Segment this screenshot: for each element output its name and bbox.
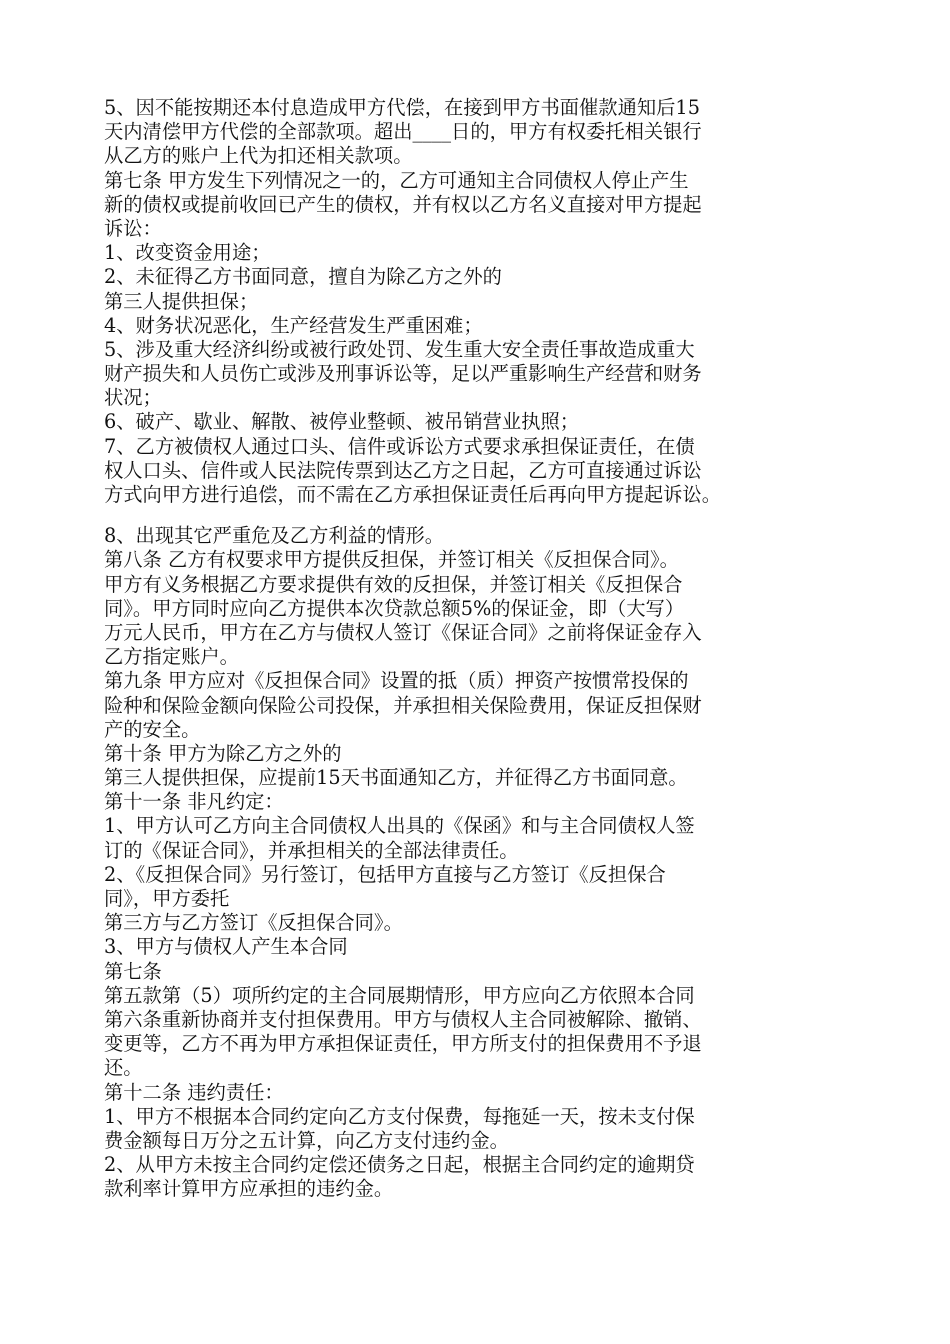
list-item: 2、从甲方未按主合同约定偿还债务之日起，根据主合同约定的逾期贷 <box>104 1153 695 1177</box>
text-line: 同》，甲方委托 <box>104 887 230 910</box>
list-item: 1、改变资金用途； <box>104 241 271 265</box>
text-line: 产的安全。 <box>104 717 201 741</box>
text-line: 第五款第（5）项所约定的主合同展期情形，甲方应向乙方依照本合同 <box>104 983 695 1007</box>
text-line: 财产损失和人员伤亡或涉及刑事诉讼等，足以严重影响生产经营和财务 <box>104 362 702 386</box>
list-item: 6、破产、歇业、解散、被停业整顿、被吊销营业执照； <box>104 410 580 434</box>
list-item: 1、甲方认可乙方向主合同债权人出具的《保函》和与主合同债权人签 <box>104 814 695 838</box>
text-line: 订的《保证合同》，并承担相关的全部法律责任。 <box>104 838 519 862</box>
text-line: 甲方有义务根据乙方要求提供有效的反担保，并签订相关《反担保合 <box>104 572 683 596</box>
list-item: 2、《反担保合同》另行签订，包括甲方直接与乙方签订《反担保合 <box>104 862 666 886</box>
text-line: 费金额每日万分之五计算，向乙方支付违约金。 <box>104 1128 509 1152</box>
list-item: 3、甲方与债权人产生本合同 <box>104 935 348 959</box>
list-item: 1、甲方不根据本合同约定向乙方支付保费，每拖延一天，按未支付保 <box>104 1104 695 1128</box>
text-line: 同》。甲方同时应向乙方提供本次贷款总额5%的保证金，即（大写） <box>104 596 685 620</box>
list-item: 7、乙方被债权人通过口头、信件或诉讼方式要求承担保证责任，在债 <box>104 434 695 458</box>
text-line: 第七条 <box>104 959 162 983</box>
text-line: 第三人提供担保； <box>104 289 259 313</box>
article-12-heading: 第十二条 违约责任： <box>104 1080 284 1104</box>
text-line: 变更等，乙方不再为甲方承担保证责任，甲方所支付的担保费用不予退 <box>104 1032 702 1056</box>
text-line: 状况； <box>104 386 162 410</box>
text-line: 诉讼： <box>104 216 162 240</box>
text-line: 万元人民币，甲方在乙方与债权人签订《保证合同》之前将保证金存入 <box>104 620 702 644</box>
article-8-heading: 第八条 乙方有权要求甲方提供反担保，并签订相关《反担保合同》。 <box>104 548 679 572</box>
text-line: 乙方指定账户。 <box>104 645 239 669</box>
text-line: 款利率计算甲方应承担的违约金。 <box>104 1177 394 1201</box>
article-11-heading: 第十一条 非凡约定： <box>104 790 284 814</box>
text-line: 第三人提供担保，应提前15天书面通知乙方，并征得乙方书面同意。 <box>104 766 688 790</box>
text-line: 方式向甲方进行追偿，而不需在乙方承担保证责任后再向甲方提起诉讼。 <box>104 483 721 506</box>
text-line: 第三方与乙方签订《反担保合同》。 <box>104 911 403 935</box>
text-line: 新的债权或提前收回已产生的债权，并有权以乙方名义直接对甲方提起 <box>104 192 702 216</box>
text-line: 还。 <box>104 1056 143 1080</box>
article-7-heading: 第七条 甲方发生下列情况之一的，乙方可通知主合同债权人停止产生 <box>104 168 689 192</box>
list-item: 4、财务状况恶化，生产经营发生严重困难； <box>104 313 483 337</box>
list-item: 2、未征得乙方书面同意，擅自为除乙方之外的 <box>104 265 502 289</box>
list-item: 8、出现其它严重危及乙方利益的情形。 <box>104 524 445 548</box>
text-line: 第六条重新协商并支付担保费用。甲方与债权人主合同被解除、撤销、 <box>104 1007 702 1031</box>
text-line: 5、因不能按期还本付息造成甲方代偿，在接到甲方书面催款通知后15 <box>104 96 700 119</box>
text-line: 权人口头、信件或人民法院传票到达乙方之日起，乙方可直接通过诉讼 <box>104 458 702 482</box>
list-item: 5、涉及重大经济纠纷或被行政处罚、发生重大安全责任事故造成重大 <box>104 337 695 361</box>
article-9-heading: 第九条 甲方应对《反担保合同》设置的抵（质）押资产按惯常投保的 <box>104 669 689 693</box>
text-line: 从乙方的账户上代为扣还相关款项。 <box>104 144 413 168</box>
text-line: 天内清偿甲方代偿的全部款项。超出____日的，甲方有权委托相关银行 <box>104 120 702 144</box>
text-line: 险种和保险金额向保险公司投保，并承担相关保险费用，保证反担保财 <box>104 693 702 717</box>
article-10-heading: 第十条 甲方为除乙方之外的 <box>104 741 342 765</box>
document-body <box>104 96 854 1201</box>
